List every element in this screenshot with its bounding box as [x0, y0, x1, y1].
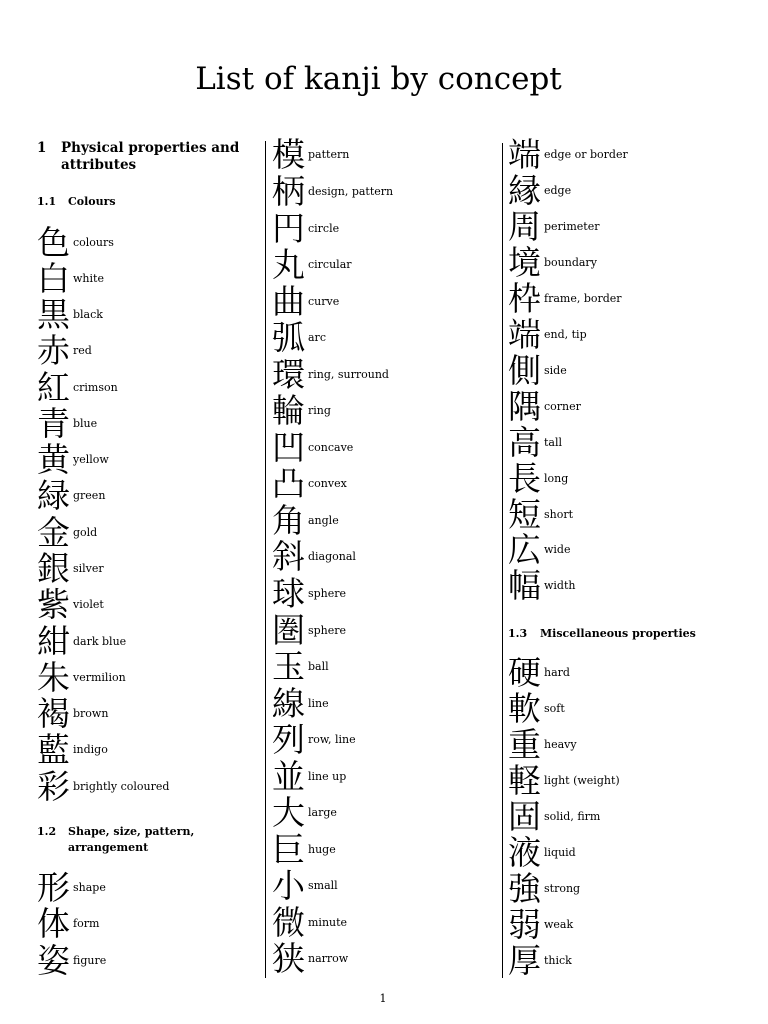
subsection-heading-miscellaneous: [508, 626, 755, 642]
kanji-character: 軽: [508, 760, 541, 800]
kanji-entry: [37, 369, 169, 405]
subsection-heading-shape: [37, 824, 254, 856]
document-title: List of kanji by concept: [195, 61, 562, 97]
kanji-entry: [508, 496, 628, 532]
subsection-number: 1.3: [508, 627, 528, 640]
kanji-character: 大: [272, 793, 305, 833]
kanji-entry: [272, 941, 393, 978]
kanji-entry: [37, 224, 169, 260]
kanji-entry: [508, 568, 628, 604]
kanji-entry: [508, 460, 628, 496]
kanji-entry: [37, 514, 169, 550]
kanji-entry: [508, 173, 628, 209]
kanji-meaning: weak: [544, 917, 574, 931]
kanji-meaning: narrow: [308, 952, 349, 966]
kanji-entry: [37, 732, 169, 768]
kanji-character: 長: [508, 458, 541, 498]
kanji-character: 柄: [272, 172, 305, 211]
kanji-meaning: white: [73, 271, 104, 285]
kanji-character: 厚: [508, 940, 541, 980]
subsection-number: 1.2: [37, 825, 57, 838]
kanji-entry: [508, 352, 628, 388]
kanji-character: 幅: [508, 566, 541, 606]
kanji-entry: [37, 405, 169, 441]
kanji-entry: [37, 869, 106, 906]
kanji-entry: [272, 758, 393, 795]
kanji-meaning: design, pattern: [308, 185, 394, 198]
kanji-meaning: heavy: [544, 737, 577, 751]
kanji-entry: [508, 726, 620, 762]
kanji-meaning: huge: [308, 842, 336, 856]
kanji-character: 凸: [272, 464, 305, 504]
kanji-meaning: side: [544, 363, 567, 377]
kanji-meaning: soft: [544, 701, 565, 715]
kanji-meaning: gold: [73, 525, 98, 539]
kanji-meaning: indigo: [73, 743, 108, 757]
kanji-character: 並: [272, 756, 305, 796]
kanji-list-shape-continued: [272, 137, 393, 978]
kanji-character: 紫: [37, 585, 70, 625]
kanji-meaning: end, tip: [544, 327, 587, 341]
kanji-list-miscellaneous: [508, 654, 620, 978]
kanji-entry: [508, 137, 628, 173]
kanji-meaning: crimson: [73, 380, 118, 394]
kanji-character: 輪: [272, 391, 305, 431]
kanji-meaning: angle: [308, 513, 339, 527]
kanji-meaning: pattern: [308, 148, 350, 162]
kanji-meaning: long: [544, 471, 569, 485]
kanji-meaning: concave: [308, 440, 354, 454]
kanji-meaning: convex: [308, 477, 347, 491]
kanji-entry: [37, 905, 106, 942]
subsection-title: Shape, size, pattern, arrangement: [68, 825, 195, 854]
kanji-meaning: wide: [544, 543, 571, 557]
kanji-character: 色: [37, 222, 70, 262]
kanji-entry: [508, 532, 628, 568]
kanji-character: 模: [272, 135, 305, 175]
kanji-meaning: ring, surround: [308, 367, 389, 381]
kanji-meaning: colours: [73, 235, 114, 249]
kanji-character: 巨: [272, 829, 305, 869]
kanji-meaning: row, line: [308, 733, 356, 747]
kanji-meaning: corner: [544, 399, 581, 413]
kanji-entry: [37, 587, 169, 623]
kanji-character: 枠: [508, 279, 541, 319]
kanji-character: 赤: [37, 331, 70, 371]
kanji-character: 線: [272, 683, 305, 723]
kanji-character: 斜: [272, 537, 305, 577]
kanji-character: 球: [272, 574, 305, 614]
subsection-heading-colours: [37, 194, 254, 210]
kanji-meaning: short: [544, 507, 574, 521]
kanji-meaning: shape: [73, 880, 106, 894]
kanji-entry: [37, 942, 106, 979]
column-rule: [265, 141, 266, 978]
kanji-meaning: strong: [544, 881, 581, 895]
kanji-entry: [37, 260, 169, 296]
kanji-entry: [272, 795, 393, 832]
kanji-character: 青: [37, 403, 70, 443]
kanji-character: 縁: [508, 171, 541, 211]
kanji-meaning: large: [308, 806, 337, 820]
kanji-character: 体: [37, 904, 70, 943]
kanji-character: 環: [272, 354, 305, 394]
kanji-character: 褐: [37, 694, 70, 734]
kanji-entry: [508, 834, 620, 870]
kanji-meaning: edge or border: [544, 148, 628, 162]
kanji-entry: [508, 798, 620, 834]
kanji-character: 側: [508, 350, 541, 390]
kanji-character: 硬: [508, 652, 541, 692]
column-rule: [502, 143, 503, 978]
kanji-entry: [508, 906, 620, 942]
kanji-entry: [37, 478, 169, 514]
kanji-entry: [37, 333, 169, 369]
kanji-entry: [508, 209, 628, 245]
kanji-meaning: vermilion: [73, 670, 126, 684]
kanji-entry: [272, 831, 393, 868]
kanji-character: 白: [37, 258, 70, 298]
kanji-entry: [272, 283, 393, 320]
kanji-entry: [272, 648, 393, 685]
kanji-character: 藍: [37, 730, 70, 770]
kanji-meaning: hard: [544, 665, 570, 679]
kanji-entry: [272, 539, 393, 576]
kanji-meaning: figure: [73, 953, 107, 967]
kanji-character: 広: [508, 530, 541, 570]
kanji-character: 緑: [37, 476, 70, 516]
kanji-meaning: small: [308, 879, 338, 893]
kanji-entry: [272, 429, 393, 466]
kanji-entry: [37, 768, 169, 804]
page-number: 1: [379, 992, 387, 1005]
kanji-character: 玉: [272, 647, 305, 687]
kanji-list-shape: [37, 869, 106, 979]
kanji-meaning: brown: [73, 707, 109, 721]
kanji-entry: [37, 297, 169, 333]
kanji-entry: [272, 393, 393, 430]
kanji-entry: [37, 442, 169, 478]
kanji-meaning: tall: [544, 435, 563, 449]
subsection-title: Miscellaneous properties: [540, 627, 696, 640]
kanji-meaning: width: [544, 579, 576, 593]
kanji-entry: [37, 549, 169, 589]
kanji-meaning: ball: [308, 660, 329, 674]
kanji-character: 弧: [272, 318, 305, 358]
subsection-title: Colours: [68, 195, 116, 208]
section-number: 1: [37, 140, 47, 156]
kanji-entry: [272, 721, 393, 758]
kanji-character: 隅: [508, 386, 541, 426]
kanji-meaning: perimeter: [544, 220, 600, 234]
kanji-entry: [272, 575, 393, 612]
section-heading: [37, 140, 265, 174]
kanji-character: 短: [508, 494, 541, 534]
kanji-character: 角: [272, 500, 305, 540]
kanji-character: 丸: [272, 245, 305, 285]
kanji-meaning: solid, firm: [544, 809, 601, 823]
kanji-entry: [37, 659, 169, 695]
kanji-meaning: red: [73, 344, 92, 358]
kanji-meaning: liquid: [544, 845, 576, 859]
kanji-meaning: silver: [73, 562, 104, 576]
kanji-character: 曲: [272, 281, 305, 321]
kanji-meaning: black: [73, 308, 103, 322]
kanji-character: 黄: [37, 440, 70, 480]
kanji-character: 小: [272, 866, 305, 906]
subsection-number: 1.1: [37, 195, 57, 208]
kanji-character: 金: [37, 512, 70, 552]
kanji-meaning: arc: [308, 331, 326, 345]
kanji-character: 液: [508, 832, 541, 872]
kanji-list-colours: [37, 224, 169, 804]
kanji-character: 彩: [37, 766, 70, 806]
kanji-meaning: thick: [544, 953, 572, 967]
kanji-character: 銀: [37, 549, 70, 589]
kanji-meaning: form: [73, 917, 100, 930]
kanji-character: 境: [508, 243, 541, 283]
kanji-meaning: circular: [308, 258, 352, 272]
kanji-list-shape-continued: [508, 137, 628, 604]
kanji-entry: [508, 870, 620, 906]
kanji-character: 圏: [272, 610, 305, 650]
kanji-meaning: line up: [308, 769, 347, 783]
kanji-character: 紺: [37, 621, 70, 661]
kanji-character: 黒: [37, 295, 70, 335]
kanji-character: 固: [508, 796, 541, 836]
kanji-entry: [272, 356, 393, 393]
kanji-meaning: dark blue: [73, 634, 127, 648]
kanji-character: 周: [508, 207, 541, 247]
kanji-entry: [37, 694, 169, 734]
kanji-entry: [508, 424, 628, 460]
kanji-entry: [272, 868, 393, 905]
section-title: Physical properties and attributes: [61, 140, 240, 173]
kanji-meaning: blue: [73, 416, 98, 430]
kanji-meaning: yellow: [73, 453, 109, 467]
kanji-entry: [272, 210, 393, 247]
kanji-meaning: diagonal: [308, 550, 356, 564]
kanji-entry: [508, 245, 628, 281]
kanji-character: 微: [272, 902, 305, 942]
kanji-meaning: ring: [308, 404, 331, 418]
kanji-entry: [508, 314, 628, 354]
kanji-entry: [508, 942, 620, 978]
kanji-character: 端: [508, 135, 541, 175]
kanji-entry: [272, 246, 393, 283]
kanji-character: 朱: [37, 657, 70, 697]
kanji-entry: [272, 502, 393, 539]
kanji-character: 形: [37, 867, 70, 907]
kanji-meaning: frame, border: [544, 292, 622, 306]
kanji-meaning: violet: [73, 598, 104, 612]
kanji-character: 強: [508, 868, 541, 908]
kanji-entry: [272, 612, 393, 649]
kanji-entry: [272, 137, 393, 174]
kanji-meaning: minute: [308, 915, 348, 929]
kanji-meaning: circle: [308, 221, 340, 235]
kanji-entry: [272, 319, 393, 356]
kanji-character: 端: [508, 314, 541, 354]
kanji-entry: [37, 623, 169, 659]
kanji-entry: [272, 685, 393, 722]
kanji-entry: [272, 466, 393, 503]
kanji-meaning: sphere: [308, 587, 347, 601]
kanji-character: 狭: [272, 939, 305, 979]
kanji-character: 重: [508, 724, 541, 764]
kanji-entry: [508, 281, 628, 317]
kanji-entry: [272, 173, 393, 210]
kanji-meaning: line: [308, 696, 329, 710]
kanji-meaning: green: [73, 489, 106, 503]
kanji-meaning: brightly coloured: [73, 779, 170, 793]
kanji-character: 円: [272, 208, 305, 248]
kanji-meaning: curve: [308, 294, 340, 308]
kanji-character: 軟: [508, 688, 541, 728]
kanji-entry: [508, 654, 620, 690]
kanji-entry: [272, 904, 393, 941]
kanji-entry: [508, 690, 620, 726]
kanji-meaning: edge: [544, 184, 572, 198]
kanji-entry: [508, 762, 620, 798]
kanji-character: 姿: [37, 940, 70, 980]
kanji-meaning: boundary: [544, 256, 597, 270]
kanji-character: 高: [508, 422, 541, 462]
kanji-meaning: sphere: [308, 623, 347, 637]
kanji-entry: [508, 388, 628, 424]
kanji-character: 列: [272, 720, 305, 760]
kanji-character: 凹: [272, 427, 305, 467]
kanji-meaning: light (weight): [544, 773, 620, 787]
kanji-character: 弱: [508, 904, 541, 944]
kanji-character: 紅: [37, 367, 70, 407]
